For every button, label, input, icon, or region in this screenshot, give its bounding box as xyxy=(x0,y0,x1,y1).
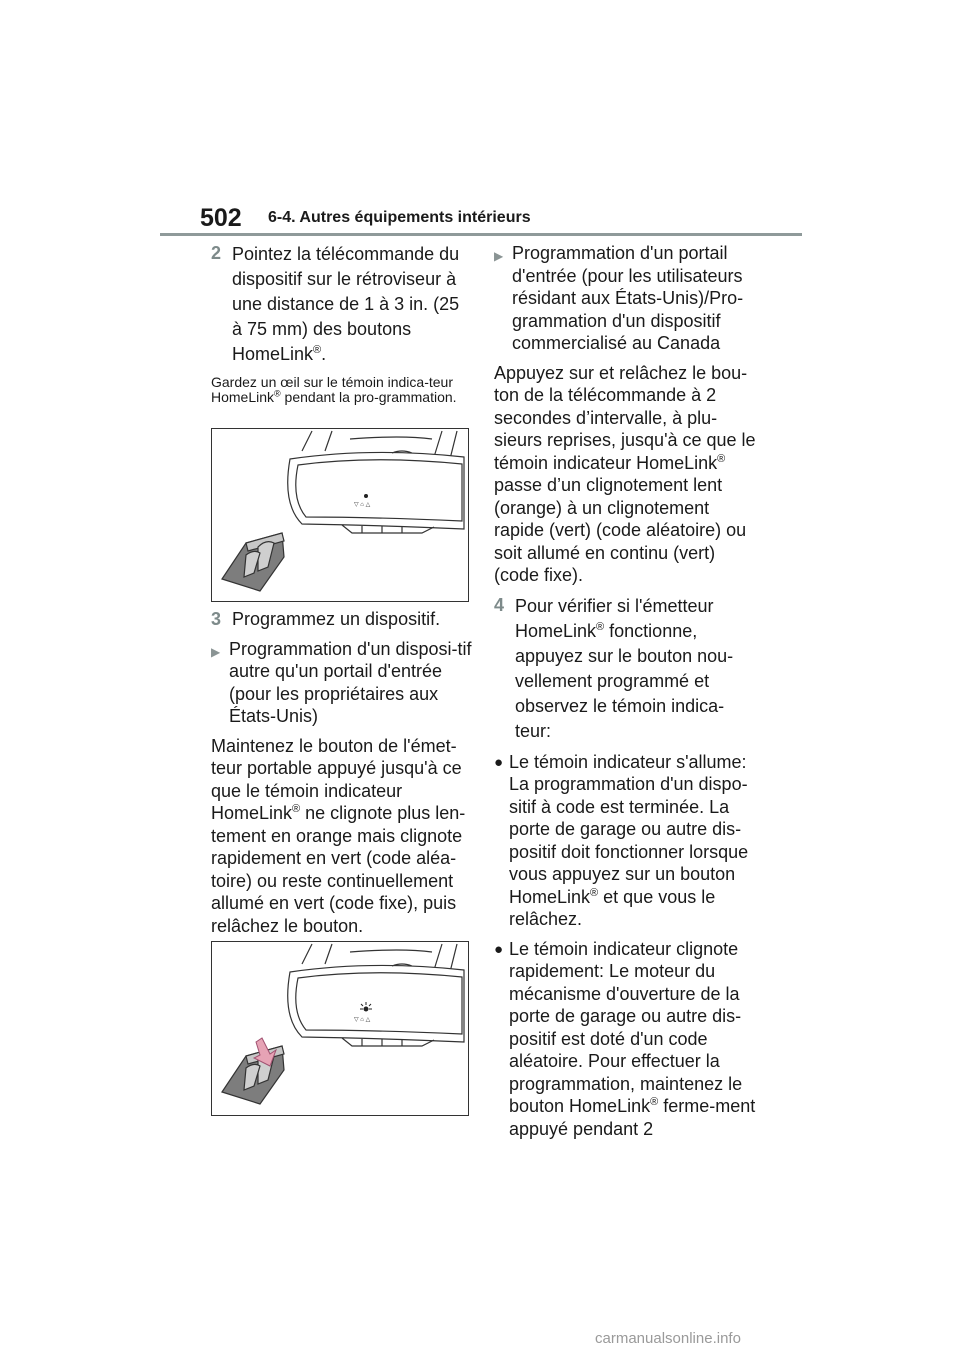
triangle-bullet-icon: ▶ xyxy=(211,644,221,659)
step-4 xyxy=(494,594,756,744)
page-number: 502 xyxy=(200,204,242,232)
bullet-on: ● Le témoin indicateur s'allume: La programmation d'un dispo-sitif à code est terminée. La porte de garage ou autre dis-positif doit fonctionner lorsque vous appuyez sur un bouton HomeLink® et que vous le relâchez. xyxy=(494,751,749,929)
subheading-non-gate: ▶ Programmation d'un disposi-tif autre qu'un portail d'entrée (pour les propriétaires aux États-Unis) xyxy=(211,638,472,726)
figure-mirror-remote-press xyxy=(211,941,469,1116)
step-text: Programmez un dispositif. xyxy=(232,609,441,629)
bullet-dot-icon: ● xyxy=(494,753,504,771)
paragraph: Maintenez le bouton de l'émet-teur portable appuyé jusqu'à ce que le témoin indicateur HomeLink® ne clignote plus len-tement en orange mais clignote rapidement en vert (code aléa-toire) ou reste continuellement allumé en vert (code fixe), puis relâchez le bouton. xyxy=(211,735,466,936)
bullet-dot-icon: ● xyxy=(494,940,504,958)
svg-text:▽ ⌂ △: ▽ ⌂ △ xyxy=(354,1017,371,1023)
step-number: 4 xyxy=(494,594,505,615)
bullet-flashing: ● Le témoin indicateur clignote rapidement: Le moteur du mécanisme d'ouverture de la porte de garage ou autre dis-positif est doté d'un code aléatoire. Pour effectuer la programmation, maintenez le bouton HomeLink® ferme-ment appuyé pendant 2 xyxy=(494,938,756,1139)
svg-text:▽ ⌂ △: ▽ ⌂ △ xyxy=(354,502,371,508)
step-2 xyxy=(211,242,473,367)
subheading-gate: ▶ Programmation d'un portail d'entrée (pour les utilisateurs résidant aux États-Unis)/Pro-grammation d'un dispositif commercialisé au Canada xyxy=(494,243,744,353)
step-number: 2 xyxy=(211,243,222,263)
section-title: 6-4. Autres équipements intérieurs xyxy=(268,209,531,226)
watermark: carmanualsonline.info xyxy=(595,1330,741,1347)
mirror-remote-illustration xyxy=(212,429,468,601)
header-rule xyxy=(160,233,802,236)
note-text: Gardez un œil sur le témoin indica-teur HomeLink® pendant la pro-grammation. xyxy=(211,374,457,405)
mirror-remote-press-illustration xyxy=(212,942,468,1115)
step-text: Pour vérifier si l'émetteur HomeLink® fonctionne, appuyez sur le bouton nou-vellement programmé et observez le témoin indica-teur: xyxy=(515,595,734,741)
paragraph: Appuyez sur et relâchez le bou-ton de la télécommande à 2 secondes d’intervalle, à plu-sieurs reprises, jusqu'à ce que le témoin indicateur HomeLink® passe d’un clignotement lent (orange) à un clignotement rapide (vert) (code aléatoire) ou soit allumé en continu (vert) (code fixe). xyxy=(494,362,756,585)
step-number: 3 xyxy=(211,609,222,629)
right-column xyxy=(494,242,756,1147)
step-3 xyxy=(211,608,473,631)
figure-mirror-remote xyxy=(211,428,469,602)
triangle-bullet-icon: ▶ xyxy=(494,249,504,263)
step-text: Pointez la télécommande du dispositif sur le rétroviseur à une distance de 1 à 3 in. (25 à 75 mm) des boutons HomeLink®. xyxy=(232,244,460,364)
page-header xyxy=(200,200,802,236)
